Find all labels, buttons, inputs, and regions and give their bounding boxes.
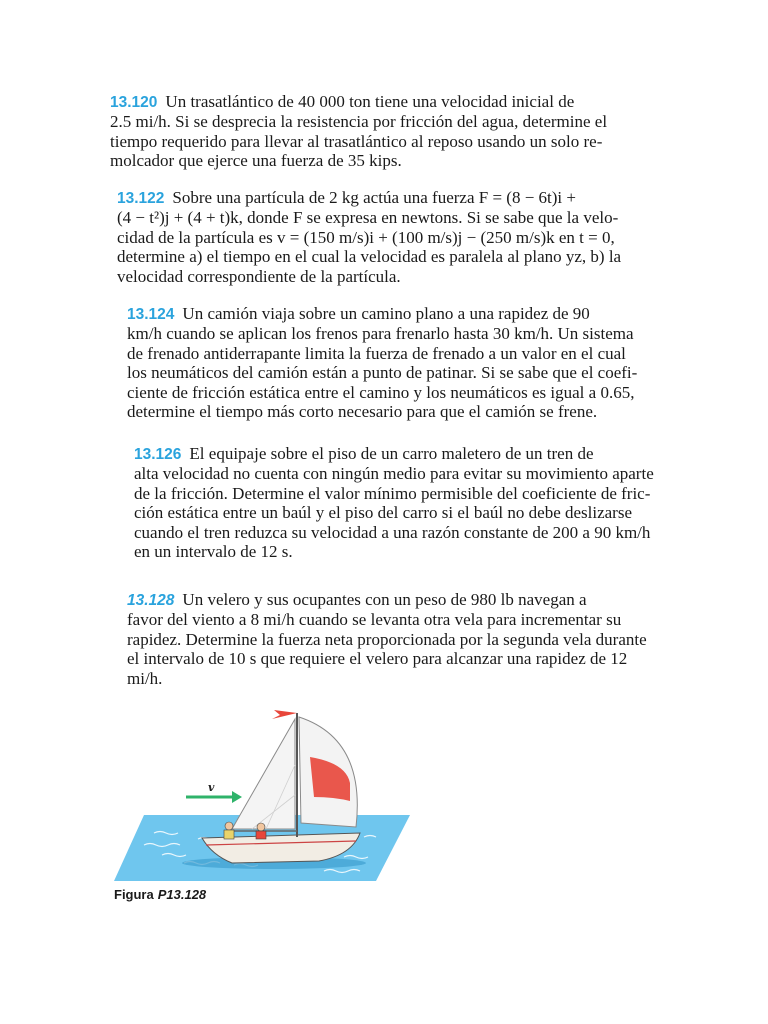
problem-text-line: de frenado antiderrapante limita la fuerza de frenado a un valor en el cual [127,343,626,363]
problem-text-line: Sobre una partícula de 2 kg actúa una fuerza F = (8 − 6t)i + [172,188,576,207]
figure-caption-number: P13.128 [157,887,207,902]
problem-number: 13.124 [127,306,175,323]
problem-text-line: de la fricción. Determine el valor mínimo permisible del coeficiente de fric- [134,483,651,503]
pennant-flag [272,710,297,719]
problem-text-line: mi/h. [127,668,163,688]
problem-text-line: 2.5 mi/h. Si se desprecia la resistencia por fricción del agua, determine el [110,112,608,132]
problem-text-line: favor del viento a 8 mi/h cuando se levanta otra vela para incrementar su [127,610,622,630]
problem-text-line: (4 − t²)j + (4 + t)k, donde F se expresa en newtons. Si se sabe que la velo- [117,208,619,228]
problem-text-line: ciente de fricción estática entre el camino y los neumáticos es igual a 0.65, [127,382,635,402]
figure-caption [114,887,206,902]
problem-number: 13.128 [127,592,175,609]
problem-text-line: los neumáticos del camión están a punto de patinar. Si se sabe que el coefi- [127,363,638,383]
problem-text-line: Un trasatlántico de 40 000 ton tiene una velocidad inicial de [165,92,575,111]
sailboat-figure [114,705,414,885]
problem-text-line: determine el tiempo más corto necesario para que el camión se frene. [127,402,598,422]
problem-text-line: rapidez. Determine la fuerza neta proporcionada por la segunda vela durante [127,629,647,649]
problem-13-128 [127,590,655,688]
problem-text-line: km/h cuando se aplican los frenos para frenarlo hasta 30 km/h. Un sistema [127,324,634,344]
problem-number: 13.120 [110,94,158,111]
problem-number: 13.122 [117,190,165,207]
problem-text-line: en un intervalo de 12 s. [134,542,293,562]
velocity-label: v [208,781,215,794]
problem-text-line: tiempo requerido para llevar al trasatlántico al reposo usando un solo re- [110,131,603,151]
problem-text-line: molcador que ejerce una fuerza de 35 kips. [110,151,402,171]
problem-text-line: el intervalo de 10 s que requiere el velero para alcanzar una rapidez de 12 [127,649,628,669]
problem-text-line: Un velero y sus ocupantes con un peso de 980 lb navegan a [182,590,587,609]
problem-13-124 [127,304,644,421]
problem-text-line: cidad de la partícula es v = (150 m/s)i + (100 m/s)j − (250 m/s)k en t = 0, [117,227,615,247]
problem-13-120 [110,92,626,171]
problem-13-122 [117,188,641,286]
problem-13-126 [134,444,654,562]
problem-number: 13.126 [134,446,182,463]
problem-text-line: ción estática entre un baúl y el piso del carro si el baúl no debe deslizarse [134,503,633,523]
problem-text-line: Un camión viaja sobre un camino plano a una rapidez de 90 [182,304,590,323]
mainsail [232,719,295,829]
problem-text-line: El equipaje sobre el piso de un carro maletero de un tren de [189,444,594,463]
problem-text-line: velocidad correspondiente de la partícula. [117,266,401,286]
problem-text-line: cuando el tren reduzca su velocidad a una razón constante de 200 a 90 km/h [134,522,651,542]
problem-text-line: determine a) el tiempo en el cual la velocidad es paralela al plano yz, b) la [117,247,622,267]
figure-caption-prefix: Figura [114,887,154,902]
problem-text-line: alta velocidad no cuenta con ningún medio para evitar su movimiento aparte [134,464,654,484]
